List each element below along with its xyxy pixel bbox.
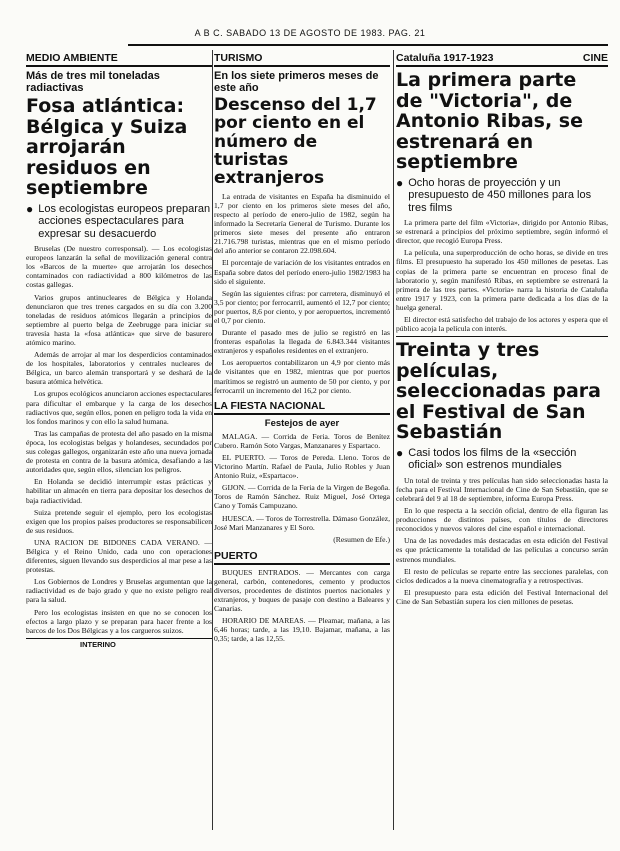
article-headline: La primera parte de "Victoria", de Antonio Ribas, se estrenará en septiembre <box>396 69 583 174</box>
column-cine <box>396 50 608 840</box>
column-divider <box>393 50 394 830</box>
author-signature: INTERINO <box>26 638 212 649</box>
article-divider <box>396 336 608 337</box>
paragraph: Bruselas (De nuestro corresponsal). — Los ecologistas europeos lanzarán la señal de movilización general contra los «Barcos de la muerte» que arrojarán los desechos contaminados con radiactividad a 800 kilómetros de las costas gallegas. <box>26 244 212 290</box>
paragraph: El porcentaje de variación de los visitantes entrados en España sobre datos del período enero-julio 1982/1983 ha sido el siguiente. <box>214 258 390 286</box>
article-kicker: En los siete primeros meses de este año <box>214 70 379 94</box>
bullet-icon: ● <box>26 201 34 216</box>
section-header-turismo <box>214 50 390 67</box>
article-kicker: Más de tres mil toneladas radiactivas <box>26 70 160 94</box>
paragraph: GIJON. — Corrida de la Feria de la Virgen de Begoña. Toros de Ramón Sánchez. Ruiz Miguel, José Ortega Cano y Tomás Campuzano. <box>214 483 390 511</box>
paragraph: BUQUES ENTRADOS. — Mercantes con carga general, carbón, contenedores, cemento y productos diversos, procedentes de distintos puertos nacionales y extranjeros, y buques de pasaje con destino a Baleares y Canarias. <box>214 567 390 614</box>
column-divider <box>212 50 213 830</box>
bullet-icon: ● <box>396 175 404 190</box>
summary-text: Ocho horas de proyección y un presupuesto de 450 millones para los tres films <box>408 176 592 214</box>
section-header-cine <box>396 50 608 67</box>
paragraph: Una de las novedades más destacadas en esta edición del Festival es que prácticamente la totalidad de las películas a concurso serán estrenos mundiales. <box>396 536 608 564</box>
section-kicker: Cataluña 1917-1923 <box>396 52 494 64</box>
paragraph: En Holanda se decidió interrumpir estas prácticas y habilitar un almacén en tierra para depositar los desechos de baja radiactividad. <box>26 477 212 505</box>
article-subhead: Festejos de ayer <box>264 417 340 429</box>
paragraph: Varios grupos antinucleares de Bélgica y Holanda denunciaron que tres trenes cargados en su día con 3.200 toneladas de residuos atómicos llegarán a principios de septiembre al puerto belga de Zeebrugge para iniciar su travesía hasta la «fosa atlántica» que sirve de basurero atómico marino. <box>26 292 212 348</box>
article-headline: Descenso del 1,7 por ciento en el número de turistas extranjeros <box>214 95 377 189</box>
page-masthead: A B C. SABADO 13 DE AGOSTO DE 1983. PAG. 21 <box>194 28 426 38</box>
paragraph: Pero los ecologistas insisten en que no se conocen los efectos a largo plazo y se preparan para hacer frente a los barcos de los Dos Bélgicas y a los cargueros suizos. <box>26 607 212 635</box>
section-title: CINE <box>582 52 608 64</box>
paragraph: Un total de treinta y tres películas han sido seleccionadas hasta la fecha para el Festival Internacional de Cine de San Sebastián, que se celebrará del 9 al 18 de septiembre, informa Europa Press. <box>396 475 608 503</box>
bullet-icon: ● <box>396 445 404 460</box>
paragraph: El presupuesto para esta edición del Festival Internacional del Cine de San Sebastián supera los cien millones de pesetas. <box>396 587 608 606</box>
top-rule <box>128 44 608 46</box>
column-medio-ambiente <box>26 50 212 840</box>
paragraph: La película, una superproducción de ocho horas, se divide en tres films. El presupuesto ha superado los 450 millones de pesetas. Las copias de la primera parte se encuentran en proceso final de laboratorio y, según manifestó Ribas, en septiembre se estrenará la primera de las tres partes. «Victoria» narra la historia de Cataluña entre 1917 y 1923, con la primera parte dedicada a los días de la huelga general. <box>396 248 608 312</box>
article-summary-2 <box>396 447 608 472</box>
paragraph: Además de arrojar al mar los desperdicios contaminados de los hospitales, laboratorios y centrales nucleares de Bélgica, un barco alemán transportará y se deshará de la basura atómica helvética. <box>26 350 212 387</box>
article-summary <box>396 177 608 215</box>
section-title: MEDIO AMBIENTE <box>26 52 118 64</box>
paragraph: Suiza pretende seguir el ejemplo, pero los ecologistas exigen que los propios países productores se responsabilicen de sus residuos. <box>26 507 212 535</box>
paragraph: EL PUERTO. — Toros de Pereda. Lleno. Toros de Victorino Martín. Rafael de Paula, Julio Robles y Juan Antonio Ruiz, «Espartaco». <box>214 452 390 481</box>
paragraph: Los grupos ecológicos anunciaron acciones espectaculares para dificultar el embarque y la carga de los desechos radiactivos que, según ellos, ponen en peligro toda la vida en los fondos marinos y con ello la salud humana. <box>26 389 212 426</box>
section-title: PUERTO <box>214 549 258 562</box>
paragraph: UNA RACION DE BIDONES CADA VERANO. — Bélgica y el Reino Unido, cada uno con operaciones diferentes, siguen llevando sus desperdicios al mar pese a las protestas. <box>26 537 212 575</box>
paragraph: MALAGA. — Corrida de Feria. Toros de Benítez Cubero. Ramón Soto Vargas, Manzanares y Espartaco. <box>214 431 390 450</box>
section-header-medio-ambiente <box>26 50 212 67</box>
article-summary <box>26 203 212 241</box>
paragraph: Durante el pasado mes de julio se registró en las fronteras españolas la llegada de 6.843.344 visitantes extranjeros y españoles residentes en el extranjero. <box>214 328 390 356</box>
summary-text: Casi todos los films de la «sección oficial» son estrenos mundiales <box>408 446 577 472</box>
paragraph: La entrada de visitantes en España ha disminuido el 1,7 por ciento en los primeros siete meses del año, respecto al período de enero-julio de 1982, según ha informado la Secretaría General de Turismo. Durante los primeros siete meses del presente año entraron 21.716.798 turistas, mientras que en el mismo período del año anterior se contaron 22.098.604. <box>214 191 390 256</box>
paragraph: El resto de películas se reparte entre las secciones paralelas, con ciclos dedicados a la nueva cinematografía y a retrospectivas. <box>396 566 608 585</box>
column-turismo <box>214 50 390 840</box>
paragraph: HUESCA. — Toros de Torrestrella. Dámaso González, José Mari Manzanares y El Soro. <box>214 513 390 532</box>
paragraph: Según las siguientes cifras: por carretera, disminuyó el 3,5 por ciento; por ferrocarril, aumentó el 12,7 por ciento; por puertos, 8,6 por ciento, y por aeropuertos, incrementó el 0,7 por ciento. <box>214 288 390 326</box>
section-title: LA FIESTA NACIONAL <box>214 399 326 412</box>
summary-text: Los ecologistas europeos preparan acciones espectaculares para expresar su desacuerdo <box>38 202 211 240</box>
paragraph: La primera parte del film «Victoria», dirigido por Antonio Ribas, se estrenará a principios del próximo septiembre, según informó el director, que recogió Europa Press. <box>396 218 608 246</box>
article-signature: (Resumen de Efe.) <box>333 534 390 544</box>
article-headline-2: Treinta y tres películas, seleccionadas para el Festival de San Sebastián <box>396 339 601 444</box>
paragraph: El director está satisfecho del trabajo de los actores y espera que el público acoja la película con interés. <box>396 315 608 334</box>
article-headline: Fosa atlántica: Bélgica y Suiza arrojarán residuos en septiembre <box>26 95 188 200</box>
section-title: TURISMO <box>214 52 263 64</box>
paragraph: En lo que respecta a la sección oficial, dentro de ella figuran las producciones de distintos países, con títulos de directores reconocidos y nuevos valores del cine español e internacional. <box>396 506 608 534</box>
paragraph: Tras las campañas de protesta del año pasado en la misma época, los ecologistas belgas y holandeses, secundados por sus colegas gallegos, organizarán este año una nueva jornada de protesta en contra de la basura atómica, desafiando a las autoridades que, según ellos, silencian los peligros. <box>26 428 212 475</box>
section-header-fiesta <box>214 398 390 415</box>
paragraph: Los Gobiernos de Londres y Bruselas argumentan que la radiactividad es de bajo grado y que no existe peligro real para la salud. <box>26 577 212 605</box>
paragraph: HORARIO DE MAREAS. — Pleamar, mañana, a las 6,46 horas; tarde, a las 19,10. Bajamar, mañana, a las 0,35; tarde, a las 12,55. <box>214 616 390 644</box>
section-header-puerto <box>214 548 390 565</box>
paragraph: Los aeropuertos contabilizaron un 4,9 por ciento más de visitantes que en 1982, mientras que por puertos marítimos se registró un aumento de 50 por ciento, y por ferrocarril un incremento del 16,2 por ciento. <box>214 358 390 395</box>
